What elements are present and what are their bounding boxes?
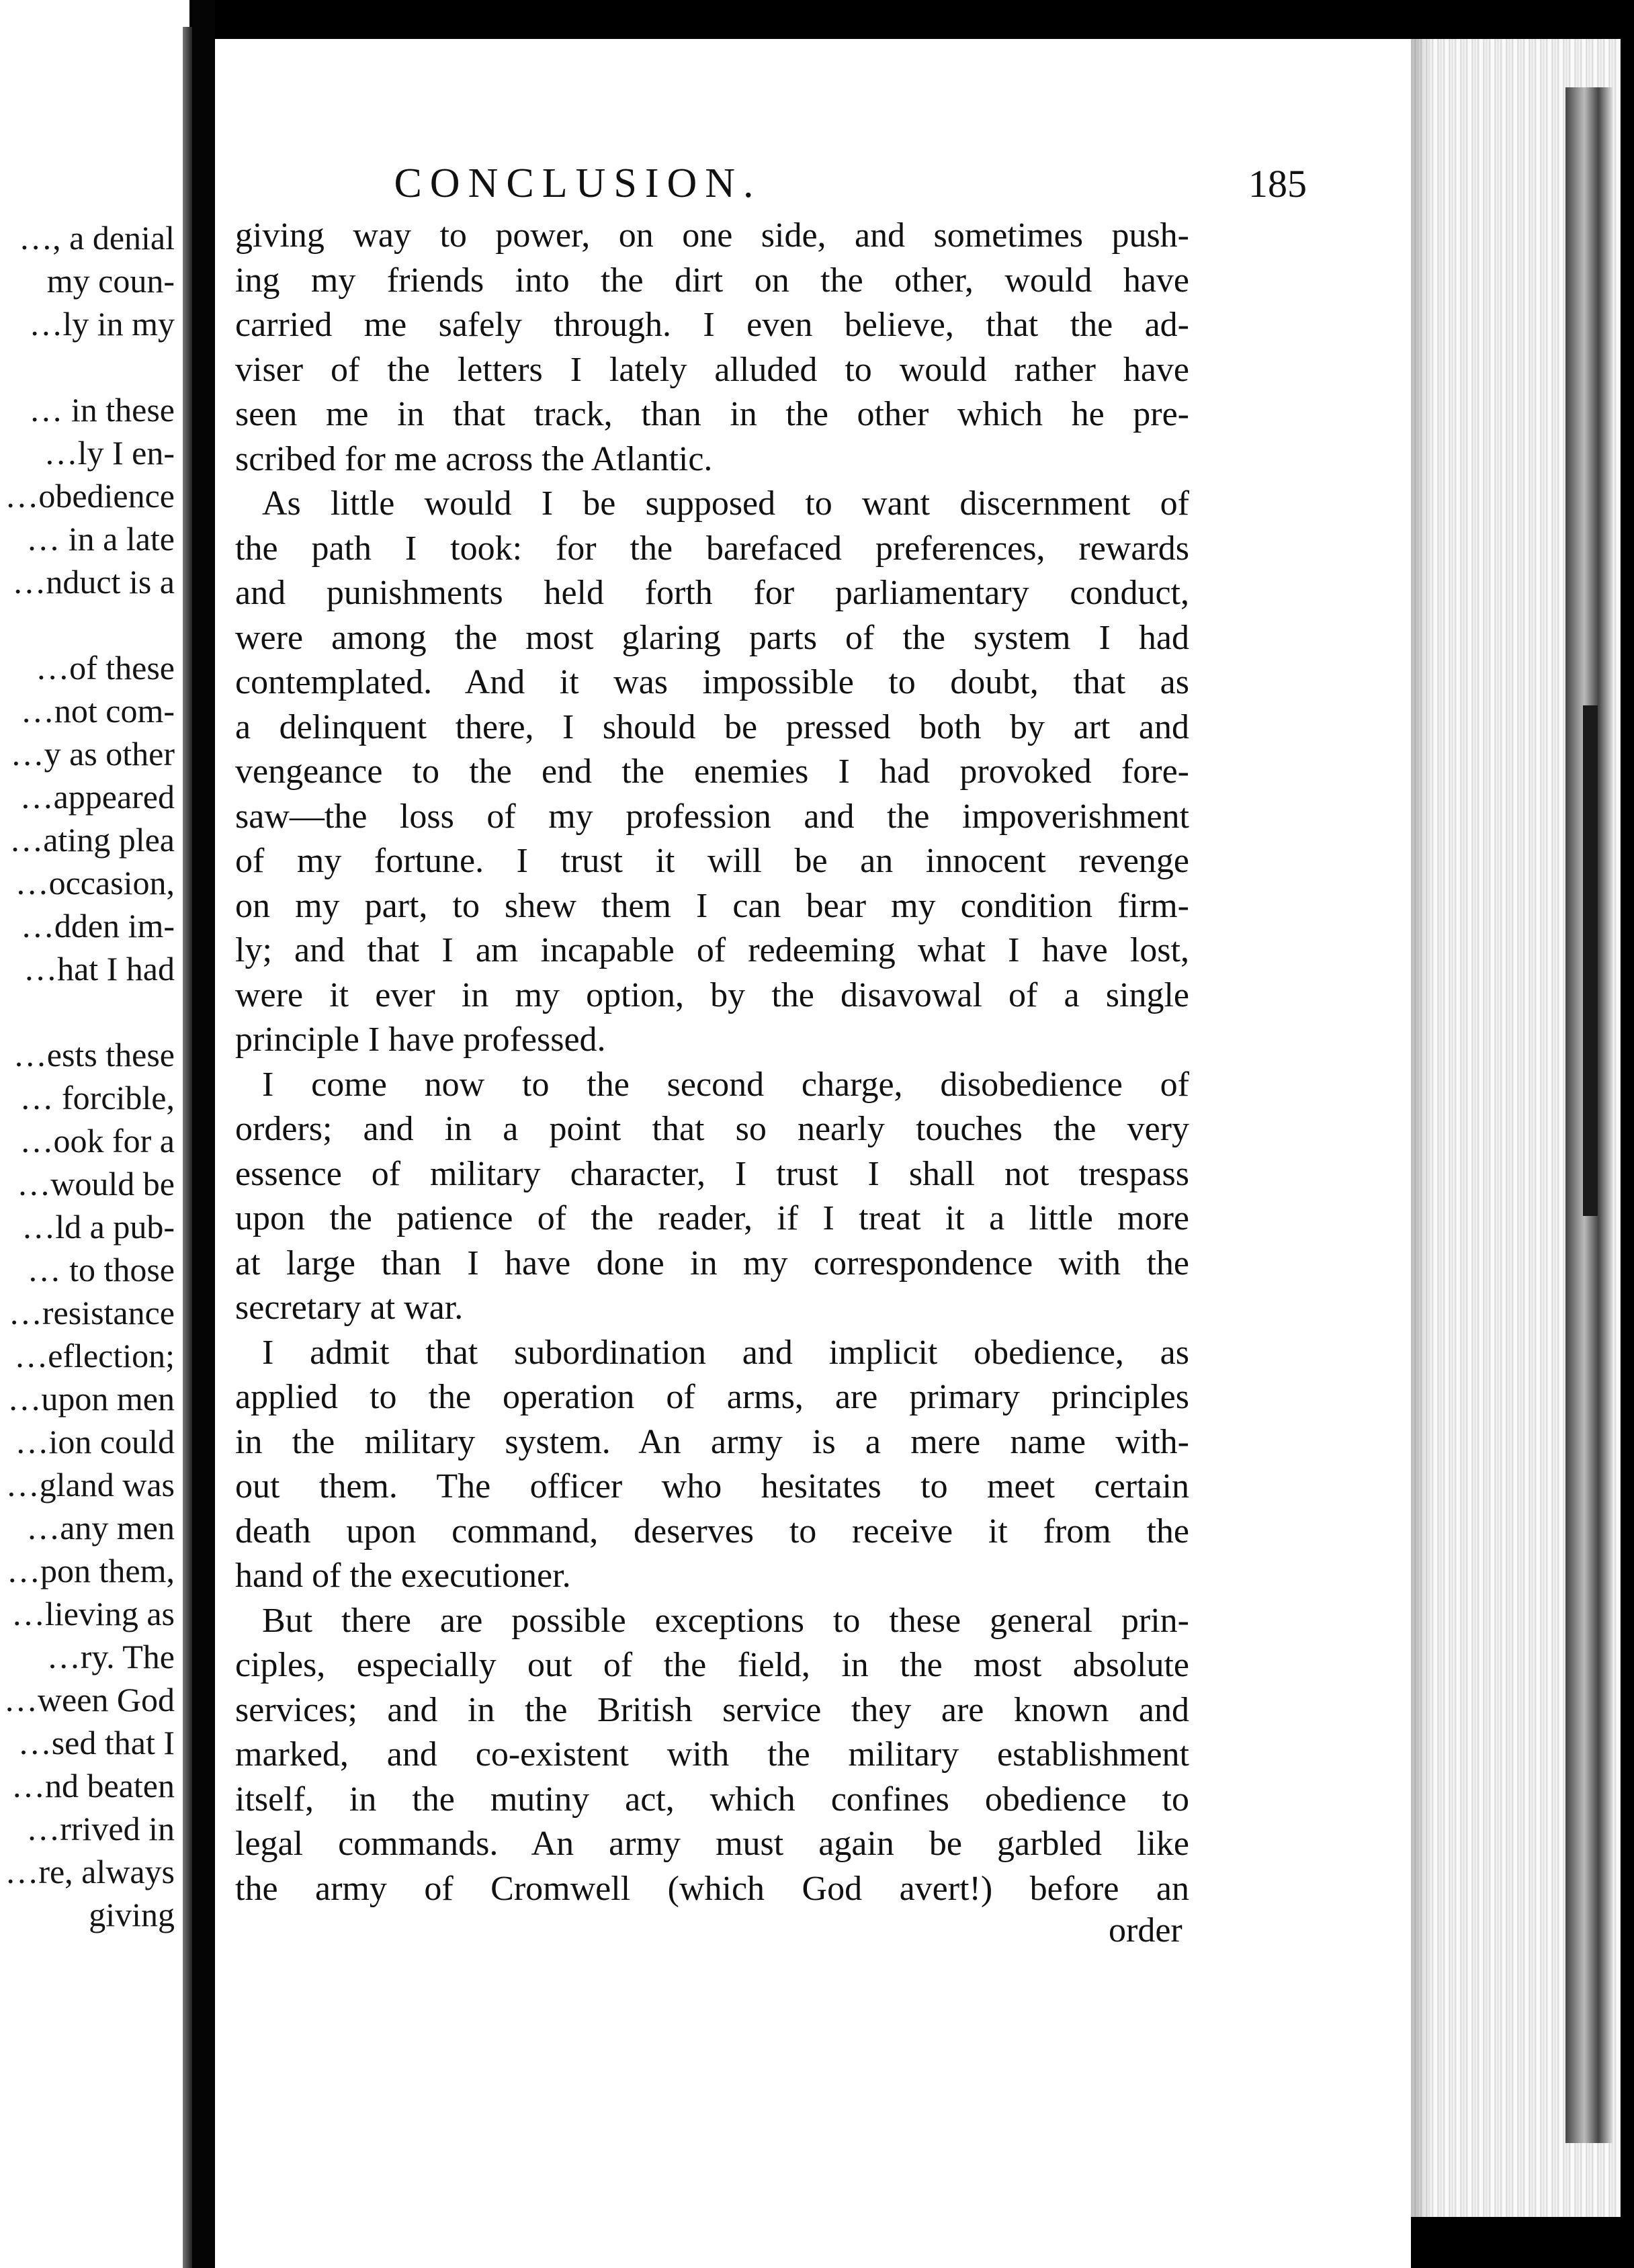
text-line: were it ever in my option, by the disavowal of a single bbox=[235, 975, 1189, 1014]
left-page-line: …resistance bbox=[8, 1294, 175, 1332]
text-line: a delinquent there, I should be pressed both by art and bbox=[235, 707, 1189, 746]
left-page-line: …ly I en- bbox=[44, 434, 175, 472]
left-page-line: …ook for a bbox=[19, 1122, 175, 1160]
text-line: principle I have professed. bbox=[235, 1020, 606, 1059]
text-line: viser of the letters I lately alluded to would rather have bbox=[235, 350, 1189, 389]
left-page-line: …hat I had bbox=[24, 950, 175, 988]
text-line: the path I took: for the barefaced preferences, rewards bbox=[235, 529, 1189, 568]
text-line: legal commands. An army must again be garbled like bbox=[235, 1825, 1189, 1863]
left-page-line: …upon men bbox=[7, 1380, 175, 1418]
left-page bbox=[0, 0, 189, 2268]
left-page-line: …obedience bbox=[5, 477, 175, 515]
text-line: scribed for me across the Atlantic. bbox=[235, 439, 713, 478]
text-line: As little would I be supposed to want discernment of bbox=[262, 484, 1189, 523]
left-page-line: … to those bbox=[27, 1251, 175, 1289]
left-page-line: …, a denial bbox=[19, 219, 175, 257]
text-line: secretary at war. bbox=[235, 1289, 464, 1327]
left-page-line: …rrived in bbox=[26, 1810, 175, 1847]
left-page-line: …ry. The bbox=[46, 1638, 175, 1675]
left-page-line: …eflection; bbox=[14, 1337, 175, 1375]
left-page-line: …lieving as bbox=[11, 1595, 175, 1632]
page-number: 185 bbox=[1248, 162, 1307, 206]
left-page-line: …dden im- bbox=[20, 907, 175, 945]
text-line: the army of Cromwell (which God avert!) before an bbox=[235, 1869, 1189, 1908]
text-line: itself, in the mutiny act, which confines obedience to bbox=[235, 1780, 1189, 1819]
text-line: hand of the executioner. bbox=[235, 1557, 571, 1595]
text-line: ciples, especially out of the field, in the most absolute bbox=[235, 1646, 1189, 1684]
left-page-line: …ating plea bbox=[9, 821, 175, 859]
text-line: I admit that subordination and implicit obedience, as bbox=[262, 1333, 1189, 1372]
book-gutter bbox=[192, 0, 215, 2268]
left-page-line: …ld a pub- bbox=[22, 1208, 175, 1246]
text-line: marked, and co-existent with the military establishment bbox=[235, 1735, 1189, 1774]
text-line: upon the patience of the reader, if I treat it a little more bbox=[235, 1199, 1189, 1237]
text-line: applied to the operation of arms, are primary principles bbox=[235, 1378, 1189, 1416]
text-line: ly; and that I am incapable of redeeming what I have lost, bbox=[235, 931, 1189, 969]
cover-band bbox=[1583, 705, 1598, 1216]
text-line: and punishments held forth for parliamentary conduct, bbox=[235, 574, 1189, 612]
left-page-line: …appeared bbox=[19, 778, 175, 816]
fore-edge-shadow bbox=[1411, 39, 1431, 2217]
left-page-line: …not com- bbox=[20, 692, 175, 730]
left-page-line: …pon them, bbox=[7, 1552, 175, 1589]
text-line: But there are possible exceptions to these general prin- bbox=[262, 1601, 1189, 1640]
left-page-line: …nduct is a bbox=[12, 563, 175, 601]
left-page-line: my coun- bbox=[46, 262, 175, 300]
text-line: death upon command, deserves to receive it from the bbox=[235, 1512, 1189, 1551]
catchword: order bbox=[1109, 1911, 1182, 1950]
left-page-line: …ests these bbox=[13, 1036, 175, 1074]
text-line: of my fortune. I trust it will be an innocent revenge bbox=[235, 842, 1189, 880]
left-page-line: …any men bbox=[26, 1509, 175, 1546]
left-page-line: …nd beaten bbox=[11, 1767, 175, 1804]
text-line: on my part, to shew them I can bear my condition firm- bbox=[235, 886, 1189, 925]
running-head: CONCLUSION. bbox=[394, 161, 762, 206]
left-page-line: …ion could bbox=[15, 1423, 175, 1460]
left-page-line: …sed that I bbox=[17, 1724, 175, 1761]
left-page-line: …ly in my bbox=[29, 305, 175, 343]
left-page-line: …would be bbox=[17, 1165, 175, 1203]
text-line: at large than I have done in my correspondence with the bbox=[235, 1244, 1189, 1282]
text-line: services; and in the British service they are known and bbox=[235, 1690, 1189, 1729]
body-text bbox=[235, 214, 1189, 1911]
left-page-line: …ween God bbox=[3, 1681, 175, 1718]
text-line: saw—the loss of my profession and the impoverishment bbox=[235, 797, 1189, 836]
text-line: giving way to power, on one side, and sometimes push- bbox=[235, 216, 1189, 255]
text-line: essence of military character, I trust I shall not trespass bbox=[235, 1154, 1189, 1193]
left-page-line: … forcible, bbox=[19, 1079, 175, 1117]
left-page-line: …occasion, bbox=[15, 864, 175, 902]
left-page-line: giving bbox=[89, 1896, 175, 1933]
text-line: carried me safely through. I even believe, that the ad- bbox=[235, 306, 1189, 344]
left-page-line: … in a late bbox=[26, 520, 175, 558]
text-line: out them. The officer who hesitates to meet certain bbox=[235, 1467, 1189, 1506]
text-line: vengeance to the end the enemies I had provoked fore- bbox=[235, 752, 1189, 791]
text-line: I come now to the second charge, disobedience of bbox=[262, 1065, 1189, 1104]
text-line: orders; and in a point that so nearly touches the very bbox=[235, 1110, 1189, 1148]
text-line: in the military system. An army is a mere name with- bbox=[235, 1422, 1189, 1461]
text-line: ing my friends into the dirt on the other, would have bbox=[235, 261, 1189, 300]
left-page-line: …re, always bbox=[5, 1853, 175, 1890]
text-line: were among the most glaring parts of the system I had bbox=[235, 618, 1189, 657]
left-page-edge bbox=[183, 27, 192, 2268]
left-page-line: … in these bbox=[29, 391, 175, 429]
left-page-line: …of these bbox=[36, 649, 175, 687]
text-line: seen me in that track, than in the other which he pre- bbox=[235, 395, 1189, 433]
left-page-line: …y as other bbox=[10, 735, 175, 773]
left-page-line: …gland was bbox=[5, 1466, 175, 1503]
text-line: contemplated. And it was impossible to doubt, that as bbox=[235, 663, 1189, 701]
